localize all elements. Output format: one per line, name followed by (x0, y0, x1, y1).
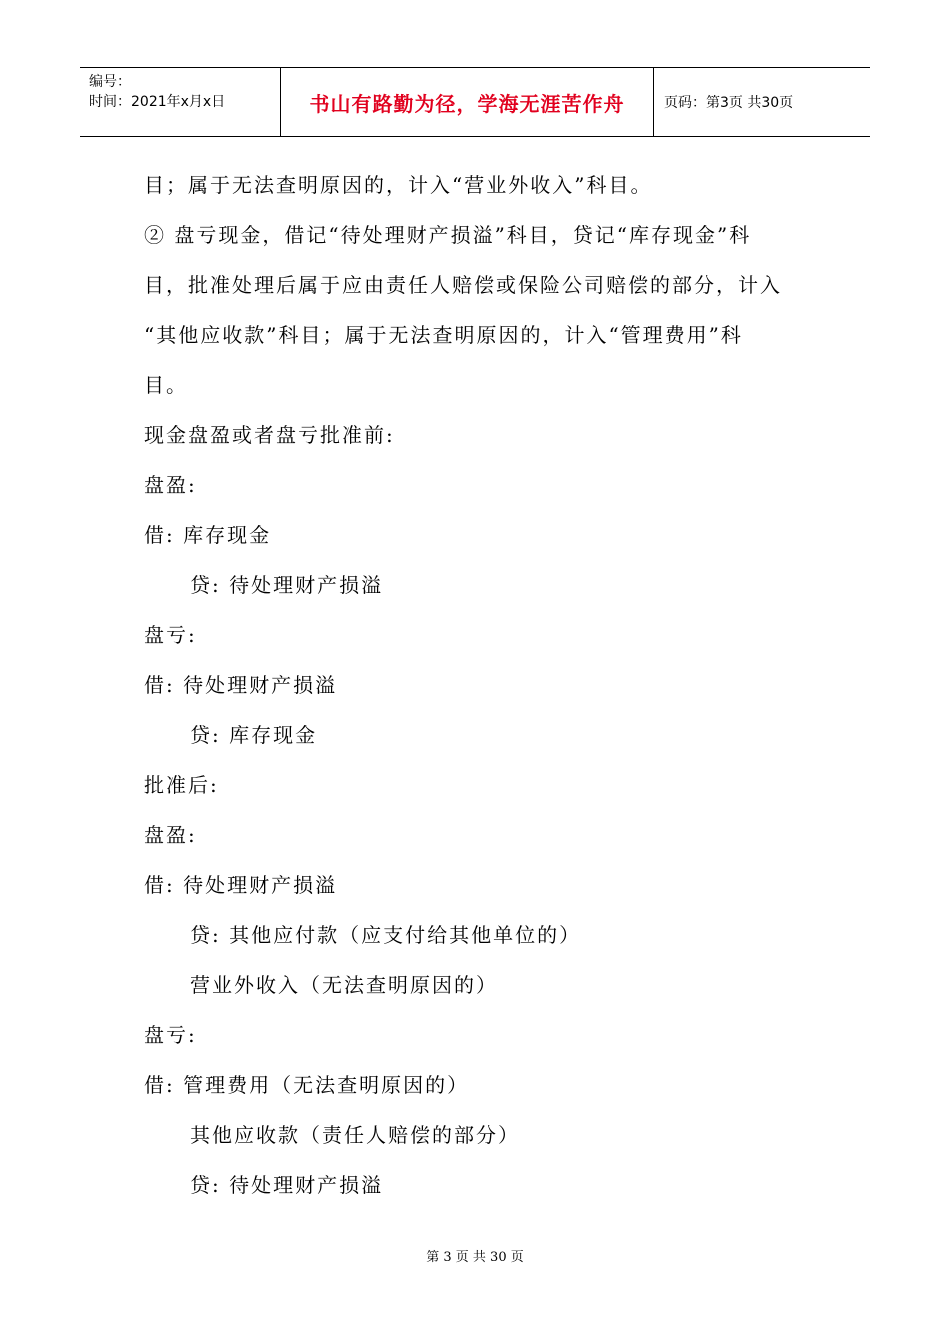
header-motto-cell (281, 68, 654, 136)
document-time-label: 时间：2021年x月x日 (89, 94, 226, 110)
footer-page-number: 第 3 页 共 30 页 (426, 1250, 524, 1265)
body-line: 贷: 其他应付款（应支付给其他单位的） (190, 923, 582, 947)
body-line: 批准后: (144, 773, 219, 797)
header-page-cell (654, 68, 870, 136)
body-line: 现金盘盈或者盘亏批准前: (144, 423, 395, 447)
body-line: ② 盘亏现金，借记“待处理财产损溢”科目，贷记“库存现金”科 (144, 223, 752, 247)
header-page-number: 页码：第3页 共30页 (664, 95, 794, 111)
body-line: 盘盈: (144, 823, 197, 847)
document-body (144, 160, 814, 1210)
body-line: 贷: 待处理财产损溢 (190, 573, 384, 597)
body-line: “其他应收款”科目；属于无法查明原因的，计入“管理费用”科 (144, 323, 743, 347)
body-line: 借: 待处理财产损溢 (144, 873, 338, 897)
header-motto: 书山有路勤为径，学海无涯苦作舟 (309, 91, 625, 116)
page-footer (0, 1246, 950, 1265)
body-line: 营业外收入（无法查明原因的） (190, 973, 498, 997)
body-line: 借: 待处理财产损溢 (144, 673, 338, 697)
body-line: 贷: 待处理财产损溢 (190, 1173, 384, 1197)
document-number-label: 编号： (89, 74, 131, 90)
body-line: 借: 库存现金 (144, 523, 272, 547)
body-line: 盘盈: (144, 473, 197, 497)
page-header (80, 67, 870, 137)
body-line: 目。 (144, 373, 188, 397)
body-line: 目，批准处理后属于应由责任人赔偿或保险公司赔偿的部分，计入 (144, 273, 782, 297)
body-line: 借: 管理费用（无法查明原因的） (144, 1073, 470, 1097)
header-meta-cell (80, 68, 281, 136)
body-line: 其他应收款（责任人赔偿的部分） (190, 1123, 520, 1147)
body-line: 盘亏: (144, 1023, 197, 1047)
body-line: 贷: 库存现金 (190, 723, 318, 747)
body-line: 目；属于无法查明原因的，计入“营业外收入”科目。 (144, 173, 653, 197)
body-line: 盘亏: (144, 623, 197, 647)
